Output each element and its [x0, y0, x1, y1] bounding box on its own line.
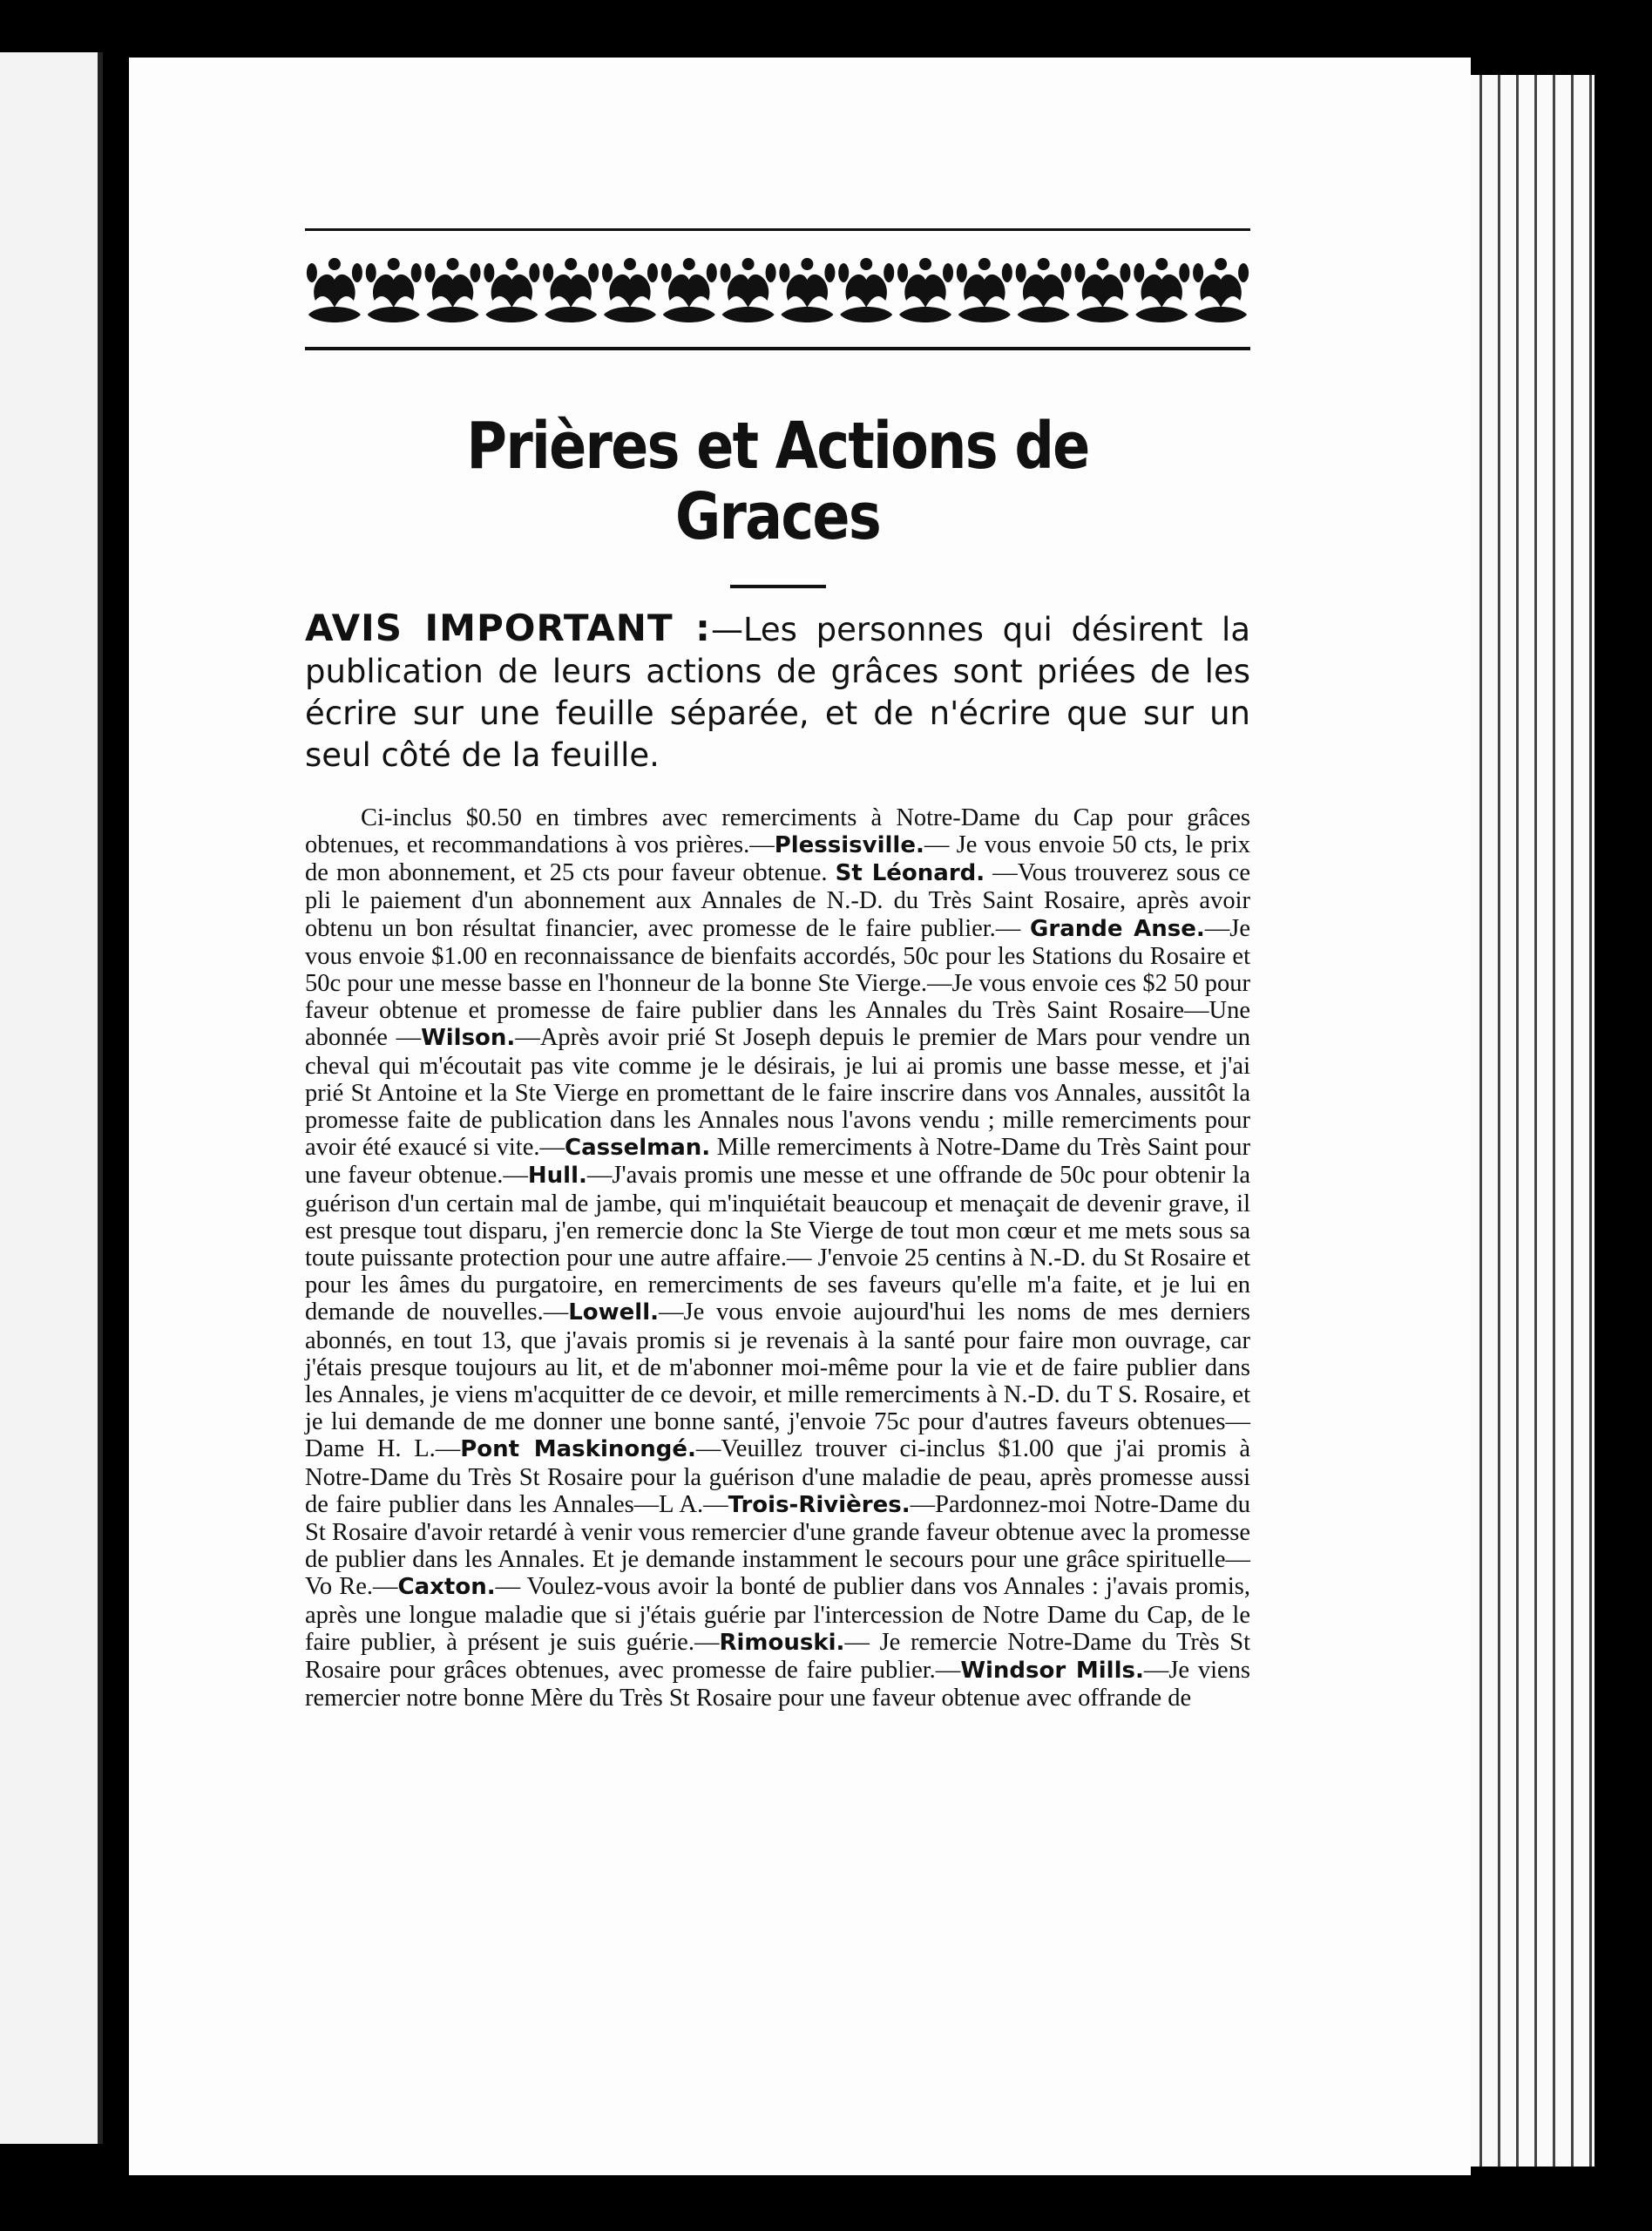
notice-text: —Les personnes qui désirent la publication de leurs actions de grâces sont priées de les écrire sur une feuille séparée, et de n'écrire que sur un seul côté de la feuille. [305, 610, 1250, 774]
text-run: — Voulez-vous avoir la bonté de publier dans vos Annales : j'avais promis, après une longue maladie que si j'étais guérie par l'intercession de Notre Dame du Cap, de le faire publier, à présent je suis guérie.— [305, 1573, 1250, 1656]
place-name: Caxton. [397, 1574, 496, 1601]
place-name: Windsor Mills. [960, 1658, 1144, 1685]
body-paragraph [305, 804, 1250, 1712]
place-name: Casselman. [565, 1135, 711, 1162]
place-name: Trois-Rivières. [728, 1491, 911, 1518]
text-run: —Je viens remercier notre bonne Mère du Très St Rosaire pour une faveur obtenue avec offrande de [305, 1657, 1251, 1712]
important-notice [305, 607, 1250, 776]
text-run: —Je vous envoie aujourd'hui les noms de mes derniers abonnés, en tout 13, que j'avais promis si je revenais à la santé pour faire mon ouvrage, car j'étais presque toujours au lit, et de m'abonner moi-même pour la vie et de faire publier dans les Annales, je viens m'acquitter de ce devoir, et mille remerciments à N.-D. du T S. Rosaire, et je lui demande de me donner une bonne santé, j'envoie 75c pour d'autres faveurs obtenues—Dame H. L.— [305, 1299, 1250, 1463]
text-run: Ci-inclus $0.50 en timbres avec remerciments à Notre-Dame du Cap pour grâces obtenues, et recommandations à vos prières.— [305, 804, 1250, 858]
text-run: —Vous trouverez sous ce pli le paiement d'un abonnement aux Annales de N.-D. du Très Saint Rosaire, après avoir obtenu un bon résultat financier, avec promesse de le faire publier.— [305, 859, 1250, 942]
place-name: Hull. [527, 1163, 587, 1190]
place-name: Pont Maskinongé. [460, 1436, 696, 1463]
notice-label: AVIS IMPORTANT : [305, 606, 711, 649]
place-name: Lowell. [568, 1299, 659, 1326]
text-run: —Pardonnez-moi Notre-Dame du St Rosaire d'avoir retardé à venir vous remercier d'une grande faveur obtenue avec la promesse de publier dans les Annales. Et je demande instamment le secours pour une grâce spirituelle—Vo Re.— [305, 1490, 1250, 1601]
article [305, 228, 1250, 1712]
place-name: Grande Anse. [1030, 915, 1205, 942]
text-run: Mille remerciments à Notre-Dame du Très Saint pour une faveur obtenue.— [305, 1134, 1251, 1190]
text-run: —J'avais promis une messe et une offrande de 50c pour obtenir la guérison d'un certain mal de jambe, qui m'inquiétait beaucoup et menaçait de devenir grave, il est presque tout disparu, j'en remercie donc la Ste Vierge de tout mon cœur et me mets sous sa toute puissante protection pour une autre affaire.— J'envoie 25 centins à N.-D. du St Rosaire et pour les âmes du purgatoire, en remerciments de ses faveurs qu'elle m'a faite, et je lui en demande de nouvelles.— [305, 1162, 1251, 1326]
title-divider [730, 585, 826, 588]
floral-border-icon [305, 228, 1250, 350]
text-run: —Je vous envoie $1.00 en reconnaissance de bienfaits accordés, 50c pour les Stations du Rosaire et 50c pour une messe basse en l'honneur de la bonne Ste Vierge.—Je vous envoie ces $2 50 pour faveur obtenue et promesse de faire publier dans les Annales du Très Saint Rosaire—Une abonnée — [305, 914, 1250, 1052]
place-name: St Léonard. [835, 860, 985, 887]
book-page-edges [1464, 75, 1594, 2167]
text-run: — Je remercie Notre-Dame du Très St Rosaire pour grâces obtenues, avec promesse de faire publier.— [305, 1628, 1250, 1685]
place-name: Rimouski. [719, 1629, 845, 1656]
place-name: Plessisville. [774, 831, 924, 858]
text-run: — Je vous envoie 50 cts, le prix de mon abonnement, et 25 cts pour faveur obtenue. [305, 831, 1251, 887]
text-run: —Après avoir prié St Joseph depuis le premier de Mars pour vendre un cheval qui m'écoutait pas vite comme je le désirais, je lui ai promis une basse messe, et j'ai prié St Antoine et la Ste Vierge en promettant de le faire inscrire dans vos Annales, aussitôt la promesse faite de publication dans les Annales nous l'avons vendu ; mille remerciments pour avoir été exaucé si vite.— [305, 1024, 1250, 1162]
text-run: —Veuillez trouver ci-inclus $1.00 que j'ai promis à Notre-Dame du Très St Rosaire pour la guérison d'une maladie de peau, après promesse aussi de faire publier dans les Annales—L A.— [305, 1435, 1250, 1518]
place-name: Wilson. [421, 1025, 516, 1052]
previous-page-edge [0, 52, 103, 2144]
page-title: Prières et Actions de Graces [466, 409, 1089, 555]
